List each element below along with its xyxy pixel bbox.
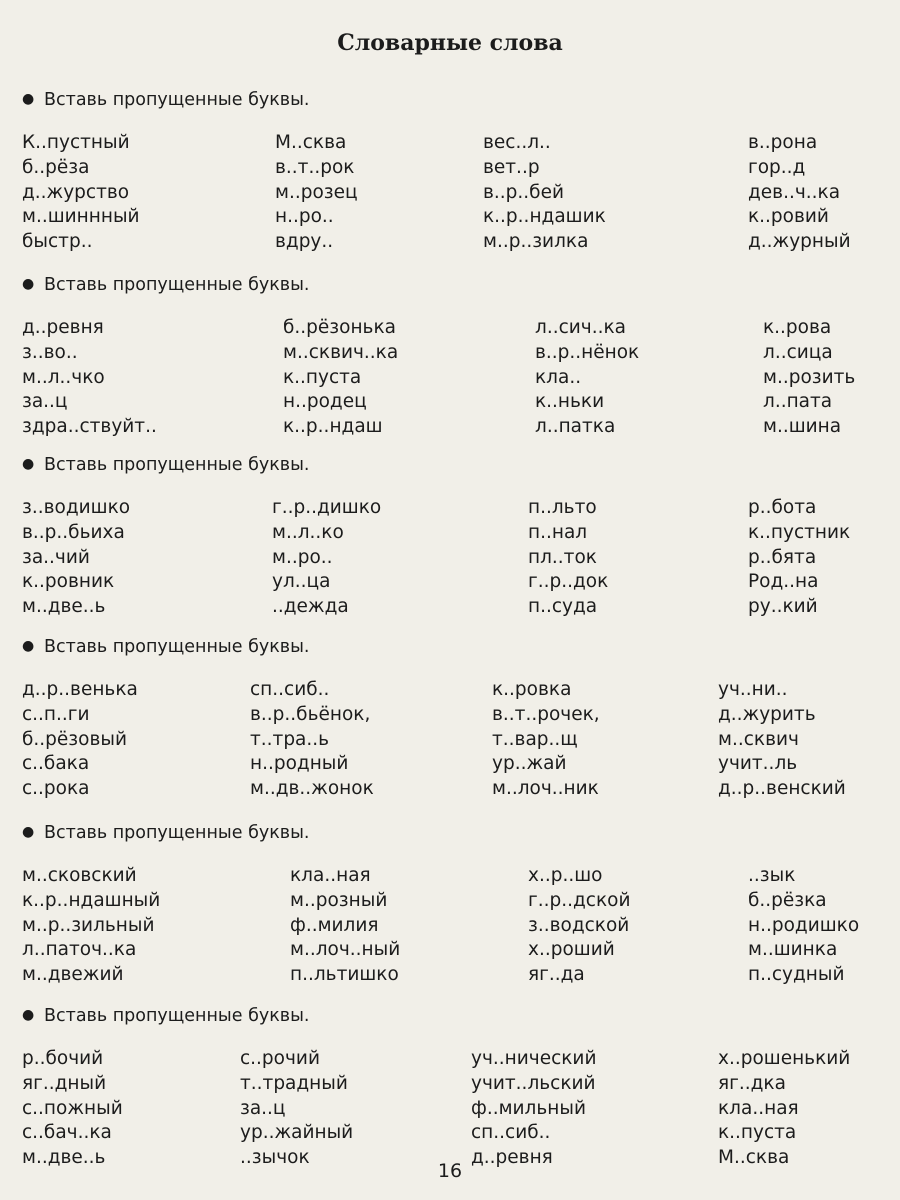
- word-item: н..ро..: [275, 206, 334, 228]
- word-item: М..сква: [275, 132, 347, 153]
- word-item: д..р..венский: [718, 778, 846, 800]
- word-item: с..рочий: [240, 1048, 320, 1069]
- word-item: т..традный: [240, 1072, 348, 1094]
- word-item: к..пуста: [283, 366, 362, 388]
- word-item: сп..сиб..: [471, 1122, 551, 1144]
- word-item: н..родец: [283, 391, 367, 413]
- word-item: л..патка: [535, 416, 616, 438]
- word-item: з..водской: [528, 914, 630, 936]
- bullet-icon: ●: [22, 276, 35, 292]
- word-item: н..родишко: [748, 914, 860, 936]
- instruction-text: Вставь пропущенные буквы.: [44, 275, 310, 295]
- word-item: уч..нический: [471, 1048, 597, 1069]
- instruction: [22, 637, 309, 657]
- word-item: кла..ная: [290, 865, 371, 886]
- instruction-text: Вставь пропущенные буквы.: [44, 1006, 310, 1026]
- word-item: м..р..зилка: [483, 231, 589, 253]
- word-item: за..ц: [240, 1097, 286, 1119]
- word-item: т..вар..щ: [492, 728, 578, 750]
- instruction: [22, 275, 309, 295]
- word-item: в..р..бей: [483, 181, 564, 203]
- word-item: ..зык: [748, 865, 796, 886]
- word-item: х..рошенький: [718, 1048, 851, 1069]
- word-item: м..две..ь: [22, 1147, 106, 1169]
- word-item: в..р..бьёнок,: [250, 703, 371, 725]
- word-item: здра..ствуйт..: [22, 416, 157, 438]
- word-item: б..рёзка: [748, 889, 827, 911]
- word-item: м..розный: [290, 889, 388, 911]
- word-item: п..судный: [748, 964, 845, 986]
- word-item: к..пустник: [748, 521, 851, 543]
- word-item: б..рёзонька: [283, 317, 396, 338]
- instruction: [22, 1006, 309, 1026]
- word-item: к..р..ндашик: [483, 206, 606, 228]
- word-item: с..пожный: [22, 1097, 123, 1119]
- word-item: м..ро..: [272, 546, 333, 568]
- word-item: м..сквич: [718, 728, 799, 750]
- word-item: д..ревня: [471, 1147, 553, 1169]
- instruction: [22, 455, 309, 475]
- word-item: К..пустный: [22, 132, 130, 153]
- word-item: к..ровка: [492, 679, 572, 700]
- word-item: ..зычок: [240, 1147, 310, 1169]
- word-item: л..пата: [763, 391, 833, 413]
- word-item: к..ньки: [535, 391, 605, 413]
- word-item: м..две..ь: [22, 596, 106, 618]
- word-item: учит..ль: [718, 753, 798, 775]
- word-item: ул..ца: [272, 571, 331, 593]
- word-item: п..льто: [528, 497, 597, 518]
- bullet-icon: ●: [22, 1007, 35, 1023]
- word-item: м..лоч..ный: [290, 939, 401, 961]
- word-item: гор..д: [748, 156, 806, 178]
- word-item: вет..р: [483, 156, 540, 178]
- page-number: 16: [437, 1160, 463, 1182]
- word-item: с..рока: [22, 778, 90, 800]
- word-item: п..нал: [528, 521, 588, 543]
- word-item: в..р..нёнок: [535, 341, 640, 363]
- word-item: з..водишко: [22, 497, 131, 518]
- word-item: м..розить: [763, 366, 856, 388]
- word-item: ур..жайный: [240, 1122, 354, 1144]
- word-item: к..рова: [763, 317, 832, 338]
- word-item: м..шиннный: [22, 206, 140, 228]
- word-item: ..дежда: [272, 596, 349, 618]
- word-item: в..т..рок: [275, 156, 355, 178]
- word-item: к..ровий: [748, 206, 829, 228]
- word-item: л..сица: [763, 341, 833, 363]
- bullet-icon: ●: [22, 91, 35, 107]
- bullet-icon: ●: [22, 456, 35, 472]
- word-item: за..чий: [22, 546, 90, 568]
- page-title: Словарные слова: [337, 30, 563, 56]
- word-item: м..л..ко: [272, 521, 344, 543]
- word-item: кла..: [535, 366, 582, 388]
- word-item: х..роший: [528, 939, 615, 961]
- word-item: ур..жай: [492, 753, 567, 775]
- word-item: м..шинка: [748, 939, 838, 961]
- instruction-text: Вставь пропущенные буквы.: [44, 823, 310, 843]
- word-item: р..бята: [748, 546, 817, 568]
- word-item: г..р..дской: [528, 889, 631, 911]
- word-item: м..сквич..ка: [283, 341, 399, 363]
- word-item: м..лоч..ник: [492, 778, 599, 800]
- word-item: т..тра..ь: [250, 728, 330, 750]
- word-item: п..льтишко: [290, 964, 399, 986]
- word-item: м..двежий: [22, 964, 124, 986]
- word-item: к..р..ндашный: [22, 889, 161, 911]
- word-item: ф..милия: [290, 914, 379, 936]
- instruction-text: Вставь пропущенные буквы.: [44, 455, 310, 475]
- word-item: з..во..: [22, 341, 78, 363]
- bullet-icon: ●: [22, 824, 35, 840]
- word-item: быстр..: [22, 231, 93, 253]
- word-item: к..пуста: [718, 1122, 797, 1144]
- word-item: вес..л..: [483, 132, 551, 153]
- word-item: сп..сиб..: [250, 679, 330, 700]
- word-item: д..журить: [718, 703, 816, 725]
- word-item: за..ц: [22, 391, 68, 413]
- word-item: х..р..шо: [528, 865, 603, 886]
- word-item: дев..ч..ка: [748, 181, 841, 203]
- word-item: с..бака: [22, 753, 90, 775]
- word-item: яг..да: [528, 964, 585, 986]
- word-item: М..сква: [718, 1147, 790, 1169]
- word-item: к..ровник: [22, 571, 115, 593]
- word-item: к..р..ндаш: [283, 416, 383, 438]
- word-item: р..бочий: [22, 1048, 104, 1069]
- word-item: н..родный: [250, 753, 349, 775]
- word-item: п..суда: [528, 596, 598, 618]
- word-item: д..журный: [748, 231, 851, 253]
- word-item: яг..дка: [718, 1072, 786, 1094]
- word-item: м..л..чко: [22, 366, 105, 388]
- word-item: г..р..док: [528, 571, 609, 593]
- word-item: ру..кий: [748, 596, 818, 618]
- word-item: уч..ни..: [718, 679, 788, 700]
- instruction: [22, 90, 309, 110]
- word-item: ф..мильный: [471, 1097, 587, 1119]
- word-item: д..журство: [22, 181, 130, 203]
- word-item: в..р..бьиха: [22, 521, 125, 543]
- word-item: м..сковский: [22, 865, 137, 886]
- word-item: Род..на: [748, 571, 819, 593]
- word-item: кла..ная: [718, 1097, 799, 1119]
- word-item: учит..льский: [471, 1072, 596, 1094]
- word-item: в..рона: [748, 132, 818, 153]
- word-item: р..бота: [748, 497, 817, 518]
- word-item: вдру..: [275, 231, 334, 253]
- word-item: д..р..венька: [22, 679, 138, 700]
- word-item: м..дв..жонок: [250, 778, 374, 800]
- word-item: г..р..дишко: [272, 497, 382, 518]
- instruction-text: Вставь пропущенные буквы.: [44, 637, 310, 657]
- word-item: б..рёзовый: [22, 728, 127, 750]
- word-item: с..п..ги: [22, 703, 90, 725]
- instruction-text: Вставь пропущенные буквы.: [44, 90, 310, 110]
- word-item: б..рёза: [22, 156, 90, 178]
- word-item: м..р..зильный: [22, 914, 155, 936]
- instruction: [22, 823, 309, 843]
- word-item: яг..дный: [22, 1072, 107, 1094]
- word-item: м..шина: [763, 416, 842, 438]
- word-item: м..розец: [275, 181, 358, 203]
- word-item: с..бач..ка: [22, 1122, 112, 1144]
- word-item: д..ревня: [22, 317, 104, 338]
- word-item: пл..ток: [528, 546, 597, 568]
- word-item: л..сич..ка: [535, 317, 626, 338]
- word-item: в..т..рочек,: [492, 703, 600, 725]
- bullet-icon: ●: [22, 638, 35, 654]
- word-item: л..паточ..ка: [22, 939, 137, 961]
